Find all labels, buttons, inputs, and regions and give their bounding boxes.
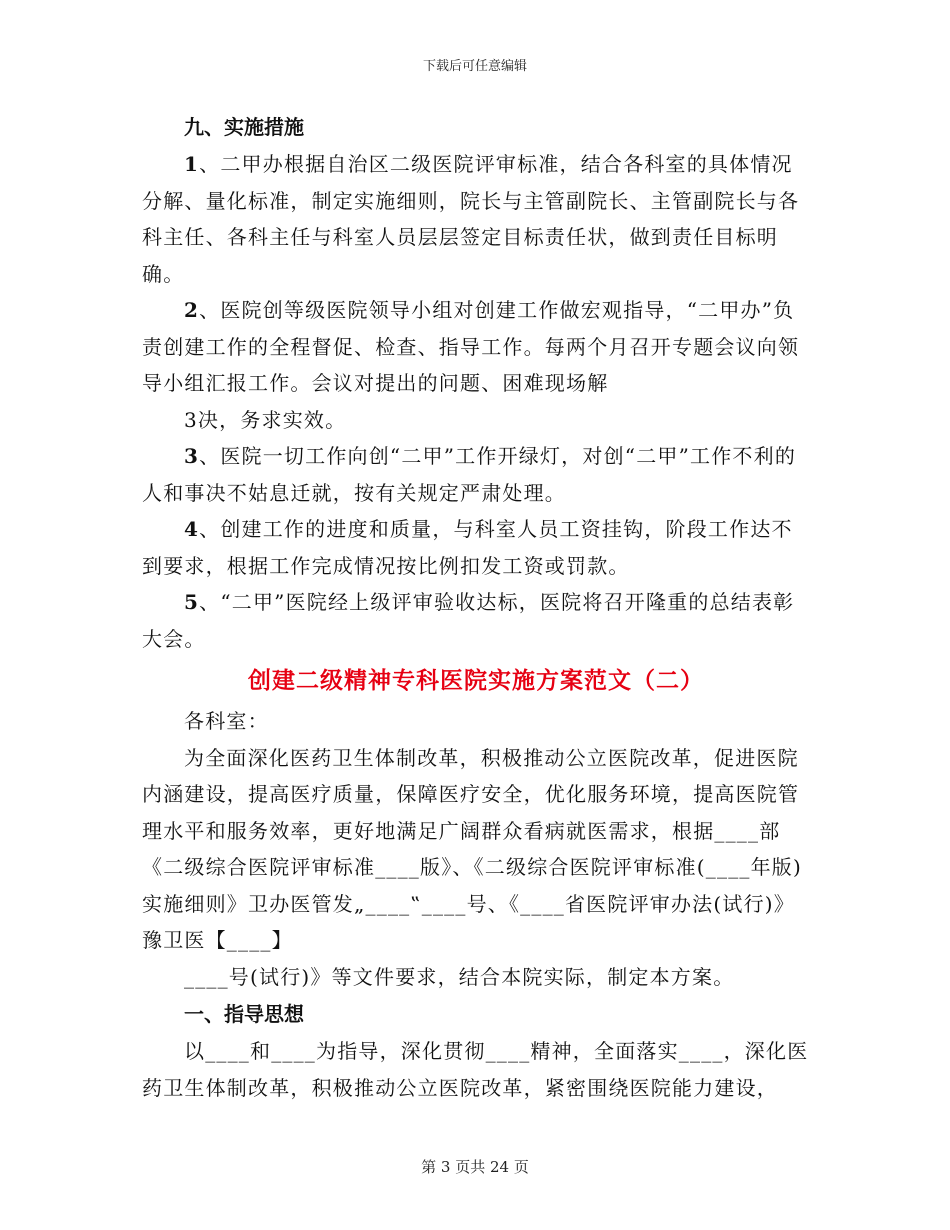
section-9-item-2-continued: 3决，务求实效。 [184, 407, 347, 432]
intro-paragraph: 为全面深化医药卫生体制改革，积极推动公立医院改革，促进医院内涵建设，提高医疗质量，保障医疗安全，优化服务环境，提高医院管理水平和服务效率，更好地满足广阔群众看病就医需求，根据____部《二级综合医院评审标准____版》、《二级综合医院评审标准(____年版)实施细则》卫办医管发„____‟____号、《____省医院评审办法(试行)》豫卫医【____】 [142, 745, 803, 952]
document-body [142, 108, 810, 1106]
salutation: 各科室： [184, 709, 269, 733]
page-footer: 第 3 页共 24 页 [421, 1158, 529, 1176]
intro-paragraph-continued: ____号(试行)》等文件要求，结合本院实际，制定本方案。 [184, 964, 735, 989]
section-9-item-3: 3、医院一切工作向创“二甲”工作开绿灯，对创“二甲”工作不利的人和事决不姑息迁就，按有关规定严肃处理。 [142, 444, 797, 505]
section-1-paragraph: 以____和____为指导，深化贯彻____精神，全面落实____，深化医药卫生体制改革，积极推动公立医院改革，紧密围绕医院能力建设， [142, 1039, 809, 1100]
section-9-heading: 九、实施措施 [184, 115, 304, 139]
document-title: 创建二级精神专科医院实施方案范文（二） [248, 668, 704, 694]
section-9-item-1: 1、二甲办根据自治区二级医院评审标准，结合各科室的具体情况分解、量化标准，制定实施细则，院长与主管副院长、主管副院长与各科主任、各科主任与科室人员层层签定目标责任状，做到责任目标明确。 [142, 152, 800, 286]
section-9-item-2: 2、医院创等级医院领导小组对创建工作做宏观指导，“二甲办”负责创建工作的全程督促、检查、指导工作。每两个月召开专题会议向领导小组汇报工作。会议对提出的问题、困难现场解 [142, 298, 800, 395]
section-9-item-4: 4、创建工作的进度和质量，与科室人员工资挂钩，阶段工作达不到要求，根据工作完成情况按比例扣发工资或罚款。 [142, 517, 793, 578]
page-header-note: 下载后可任意编辑 [422, 59, 527, 74]
section-1-heading: 一、指导思想 [184, 1002, 304, 1026]
section-9-item-5: 5、“二甲”医院经上级评审验收达标，医院将召开隆重的总结表彰大会。 [142, 590, 795, 651]
